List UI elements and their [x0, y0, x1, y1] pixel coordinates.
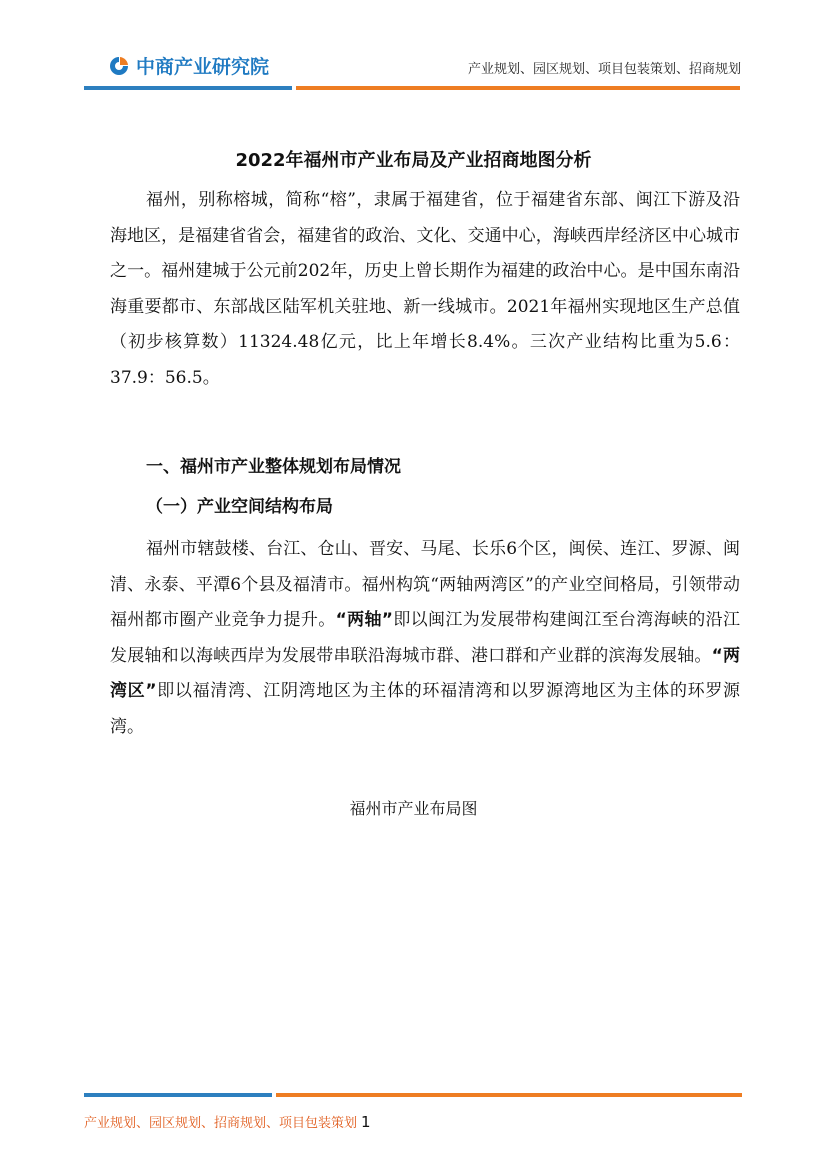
logo-text: 中商产业研究院 — [136, 56, 270, 78]
section-heading: 一、福州市产业整体规划布局情况 — [146, 457, 401, 477]
body-text-part2: 即以闽江为发展带构建闽江至台湾海峡的沿江发展轴和以海峡西岸为发展带串联沿海城市群、港口群和产业群的滨海发展轴。 — [110, 610, 741, 666]
footer-divider-orange — [276, 1093, 742, 1097]
document-title: 2022年福州市产业布局及产业招商地图分析 — [235, 150, 592, 171]
body-emphasis-two-axes: “两轴” — [335, 610, 393, 630]
logo-icon — [108, 55, 130, 77]
logo — [108, 52, 269, 79]
figure-caption: 福州市产业布局图 — [349, 799, 478, 818]
footer-tagline: 产业规划、园区规划、招商规划、项目包装策划 — [84, 1116, 358, 1131]
page-number: 1 — [361, 1113, 371, 1131]
subsection-heading: （一）产业空间结构布局 — [146, 497, 333, 517]
intro-text: 福州，别称榕城，简称“榕”，隶属于福建省，位于福建省东部、闽江下游及沿海地区，是福建省省会，福建省的政治、文化、交通中心，海峡西岸经济区中心城市之一。福州建城于公元前202年，历史上曾长期作为福建的政治中心。是中国东南沿海重要都市、东部战区陆军机关驻地、新一线城市。2021年福州实现地区生产总值（初步核算数）11324.48亿元，比上年增长8.4%。三次产业结构比重为5.6：37.9：56.5。 — [110, 190, 740, 388]
header-divider-orange — [296, 86, 740, 90]
intro-paragraph — [110, 183, 740, 396]
header-tagline: 产业规划、园区规划、项目包装策划、招商规划 — [467, 62, 741, 77]
body-text-part3: 即以福清湾、江阴湾地区为主体的环福清湾和以罗源湾地区为主体的环罗源湾。 — [110, 681, 740, 737]
body-emphasis-two-bays: “两湾区” — [110, 645, 740, 701]
body-paragraph — [110, 532, 740, 745]
footer-divider-blue — [84, 1093, 272, 1097]
header-divider-blue — [84, 86, 292, 90]
body-text-part1: 福州市辖鼓楼、台江、仓山、晋安、马尾、长乐6个区，闽侯、连江、罗源、闽清、永泰、平潭6个县及福清市。福州构筑“两轴两湾区”的产业空间格局，引领带动福州都市圈产业竞争力提升。 — [110, 539, 740, 630]
page-footer — [84, 1112, 371, 1131]
body-text — [110, 532, 740, 745]
page-header — [0, 0, 827, 100]
